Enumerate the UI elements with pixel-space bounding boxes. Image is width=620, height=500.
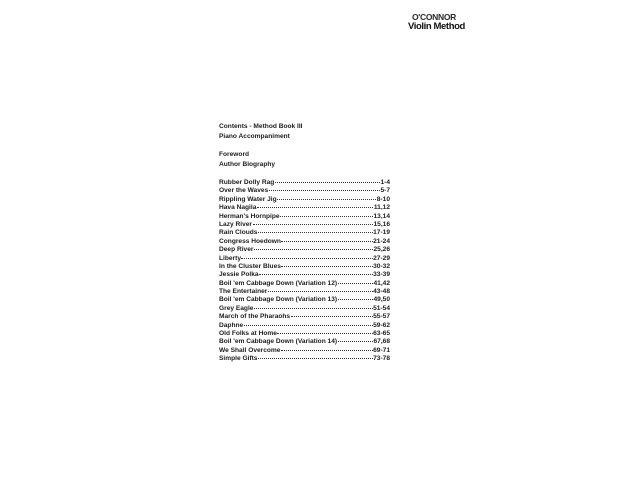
toc-entry-title: Boil 'em Cabbage Down (Variation 13) [219, 296, 338, 304]
toc-dot-leader [338, 278, 373, 284]
toc-dot-leader [338, 336, 373, 342]
toc-entry-title: Old Folks at Home [219, 330, 277, 338]
toc-entry-pages: 67,68 [373, 338, 390, 346]
contents-title: Contents - Method Book III [219, 123, 303, 130]
toc-dot-leader [244, 320, 373, 326]
toc-entry-title: Rain Clouds [219, 229, 258, 237]
toc-entry-pages: 17-19 [373, 229, 390, 237]
toc-entry-title: Boil 'em Cabbage Down (Variation 14) [219, 338, 338, 346]
toc-entry-title: In the Cluster Blues [219, 262, 281, 270]
toc-dot-leader [254, 244, 373, 250]
toc-dot-leader [268, 286, 373, 292]
toc-dot-leader [254, 303, 373, 309]
toc-dot-leader [280, 211, 373, 217]
toc-entry-pages: 59-62 [373, 321, 390, 329]
toc-dot-leader [281, 261, 372, 267]
front-matter-foreword: Foreword [219, 151, 250, 158]
toc-entry-pages: 33-39 [373, 271, 390, 279]
toc-entry-pages: 41,42 [373, 279, 390, 287]
brand-logo [408, 13, 478, 31]
toc-entry-pages: 27-29 [373, 254, 390, 262]
toc-entry-title: Hava Nagila [219, 204, 257, 212]
toc-entry-title: Jessie Polka [219, 271, 259, 279]
toc-dot-leader [277, 194, 376, 200]
toc-entry-title: Congress Hoedown [219, 237, 281, 245]
toc-dot-leader [259, 269, 373, 275]
toc-entry-title: Grey Eagle [219, 304, 254, 312]
toc-entry-pages: 25,26 [373, 246, 390, 254]
toc-entry-pages: 8-10 [376, 195, 390, 203]
toc-entry [219, 354, 390, 362]
contents-subtitle: Piano Accompaniment [219, 132, 290, 140]
toc-entry-pages: 13,14 [373, 212, 390, 220]
toc-dot-leader [281, 345, 373, 351]
toc-dot-leader [275, 177, 380, 183]
toc-entry-pages: 49,50 [373, 296, 390, 304]
toc-entry-pages: 63-65 [373, 330, 390, 338]
toc-entry-title: Deep River [219, 246, 254, 254]
toc-entry-title: We Shall Overcome [219, 346, 281, 354]
toc-entry-title: Rubber Dolly Rag [219, 179, 275, 186]
toc-dot-leader [253, 219, 373, 225]
toc-entry-pages: 5-7 [380, 187, 390, 195]
toc-list [219, 178, 390, 363]
toc-dot-leader [257, 202, 373, 208]
toc-dot-leader [269, 185, 380, 191]
toc-entry-title: Daphne [219, 321, 244, 329]
toc-entry-pages: 11,12 [373, 204, 390, 212]
table-of-contents [219, 122, 390, 363]
toc-dot-leader [338, 294, 373, 300]
toc-dot-leader [258, 227, 373, 233]
toc-entry-title: Boil 'em Cabbage Down (Variation 12) [219, 279, 338, 287]
toc-entry-title: Lazy River [219, 220, 252, 228]
toc-dot-leader [281, 236, 372, 242]
toc-entry-title: Liberty [219, 254, 241, 262]
toc-dot-leader [258, 353, 373, 359]
toc-dot-leader [241, 253, 372, 259]
brand-logo-bottom: Violin Method [408, 20, 465, 32]
toc-entry-pages: 1-4 [380, 179, 390, 186]
toc-entry-pages: 30-32 [373, 262, 390, 270]
toc-entry-title: The Entertainer [219, 288, 268, 296]
toc-entry-pages: 21-24 [373, 237, 390, 245]
brand-logo-top: O'CONNOR [412, 12, 457, 22]
toc-entry-title: Over the Waves [219, 187, 269, 195]
toc-entry-pages: 51-54 [373, 304, 390, 312]
toc-dot-leader [291, 311, 373, 317]
toc-entry-pages: 43-48 [373, 288, 390, 296]
toc-entry-title: Simple Gifts [219, 355, 258, 363]
toc-entry-pages: 55-57 [373, 313, 390, 321]
toc-entry-pages: 73-78 [373, 355, 390, 363]
toc-entry-pages: 69-71 [373, 346, 390, 354]
toc-entry-pages: 15,16 [373, 220, 390, 228]
toc-entry-title: March of the Pharaohs [219, 313, 291, 321]
toc-dot-leader [277, 328, 372, 334]
front-matter-author-biography: Author Biography [219, 160, 276, 168]
toc-entry-title: Rippling Water Jig [219, 195, 277, 203]
toc-entry-title: Herman's Hornpipe [219, 212, 280, 220]
